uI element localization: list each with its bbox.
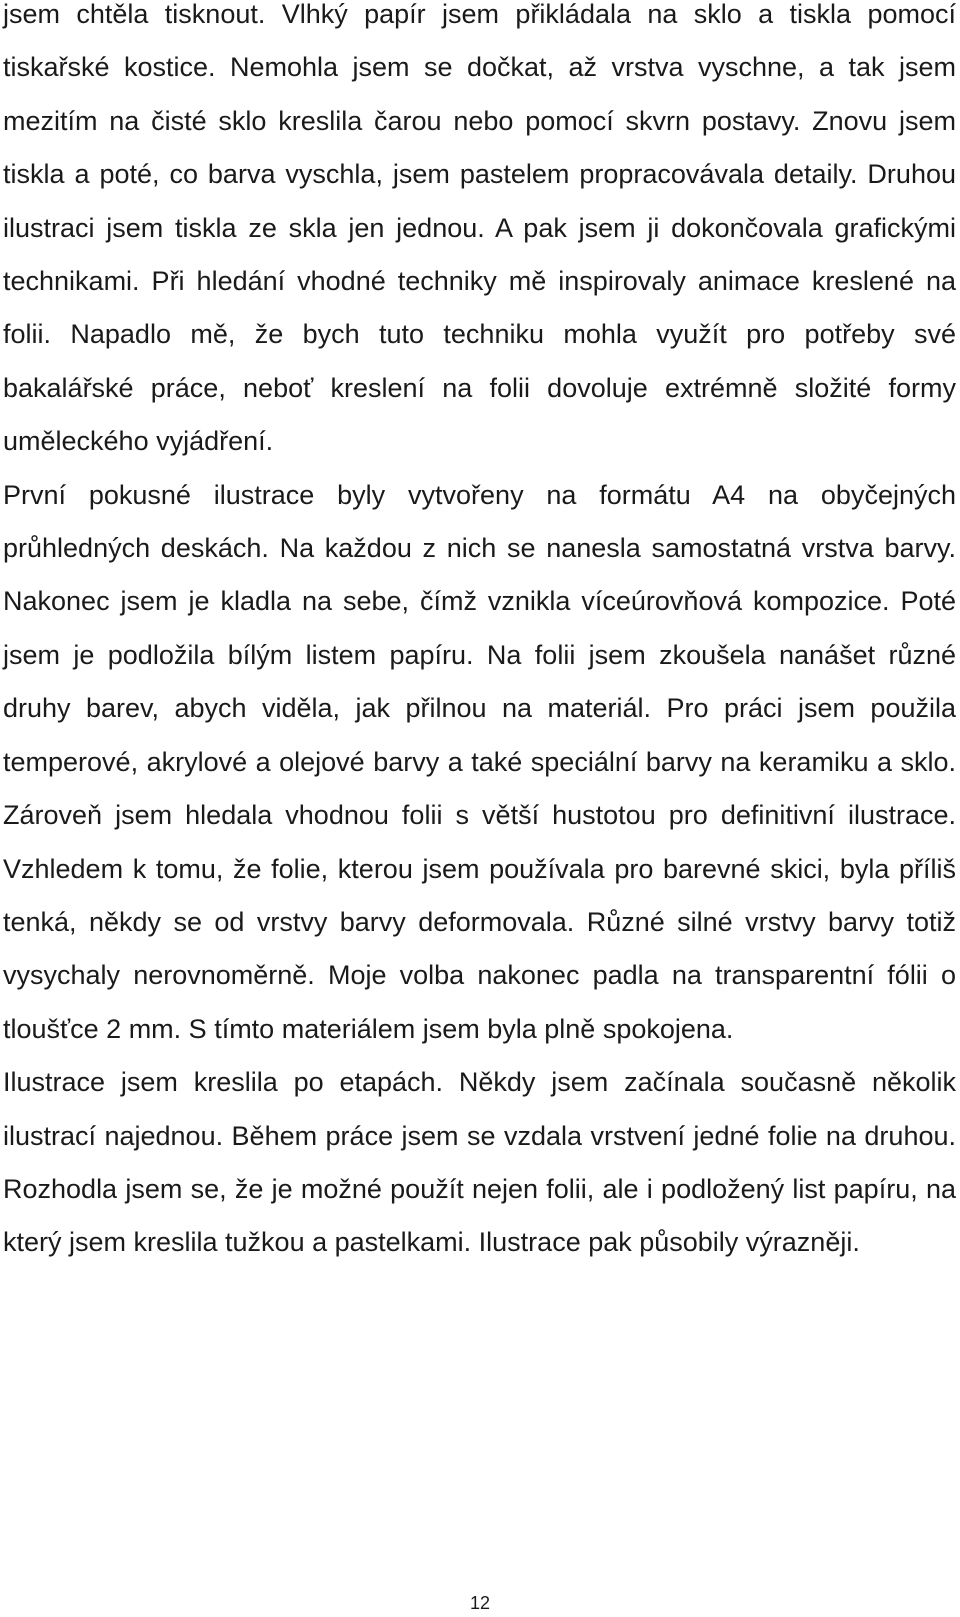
paragraph-1: jsem chtěla tisknout. Vlhký papír jsem přikládala na sklo a tiskla pomocí tiskařské kostice. Nemohla jsem se dočkat, až vrstva vyschne, a tak jsem mezitím na čisté sklo kreslila čarou nebo pomocí skvrn postavy. Znovu jsem tiskla a poté, co barva vyschla, jsem pastelem propracovávala detaily. Druhou ilustraci jsem tiskla ze skla jen jednou. A pak jsem ji dokončovala grafickými technikami. Při hledání vhodné techniky mě inspirovaly animace kreslené na folii. Napadlo mě, že bych tuto techniku mohla využít pro potřeby své bakalářské práce, neboť kreslení na folii dovoluje extrémně složité formy uměleckého vyjádření. [3, 0, 956, 457]
body-text [3, 0, 956, 1270]
page-number: 12 [469, 1593, 491, 1613]
paragraph-2: První pokusné ilustrace byly vytvořeny na formátu A4 na obyčejných průhledných deskách. Na každou z nich se nanesla samostatná vrstva barvy. Nakonec jsem je kladla na sebe, čímž vznikla víceúrovňová kompozice. Poté jsem je podložila bílým listem papíru. Na folii jsem zkoušela nanášet různé druhy barev, abych viděla, jak přilnou na materiál. Pro práci jsem použila temperové, akrylové a olejové barvy a také speciální barvy na keramiku a sklo. Zároveň jsem hledala vhodnou folii s větší hustotou pro definitivní ilustrace. Vzhledem k tomu, že folie, kterou jsem používala pro barevné skici, byla příliš tenká, někdy se od vrstvy barvy deformovala. Různé silné vrstvy barvy totiž vysychaly nerovnoměrně. Moje volba nakonec padla na transparentní fólii o tloušťce 2 mm. S tímto materiálem jsem byla plně spokojena. [3, 479, 956, 1044]
paragraph-3: Ilustrace jsem kreslila po etapách. Někdy jsem začínala současně několik ilustrací najednou. Během práce jsem se vzdala vrstvení jedné folie na druhou. Rozhodla jsem se, že je možné použít nejen folii, ale i podložený list papíru, na který jsem kreslila tužkou a pastelkami. Ilustrace pak působily výrazněji. [3, 1067, 956, 1258]
